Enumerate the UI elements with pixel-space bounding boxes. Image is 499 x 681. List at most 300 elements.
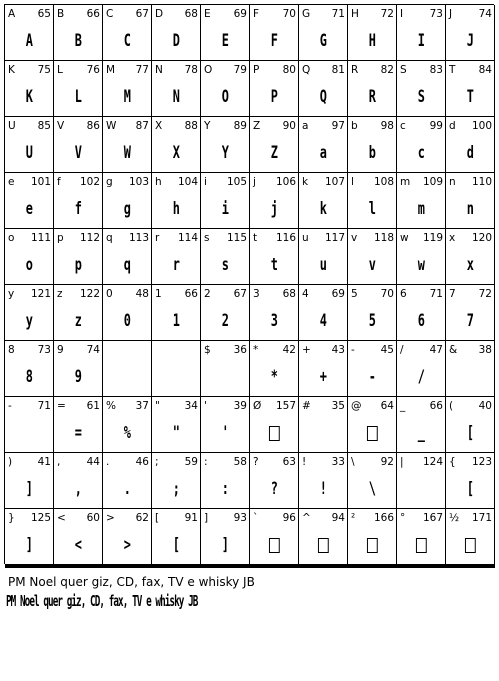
glyph-cell bbox=[348, 61, 397, 117]
glyph-sample: Z bbox=[270, 143, 278, 163]
glyph-code: 72 bbox=[478, 288, 492, 300]
glyph-sample: \ bbox=[368, 479, 376, 499]
glyph-char: % bbox=[106, 400, 116, 412]
glyph-label bbox=[8, 344, 51, 357]
glyph-sample bbox=[404, 533, 438, 557]
glyph-cell bbox=[152, 341, 201, 397]
glyph-cell bbox=[299, 285, 348, 341]
glyph-cell bbox=[348, 285, 397, 341]
glyph-code: 104 bbox=[177, 176, 198, 188]
glyph-label bbox=[253, 120, 296, 133]
glyph-sample bbox=[404, 477, 438, 501]
glyph-cell bbox=[5, 5, 54, 61]
glyph-label bbox=[57, 8, 100, 21]
glyph-sample: 8 bbox=[25, 367, 33, 387]
glyph-cell bbox=[250, 5, 299, 61]
glyph-cell bbox=[54, 61, 103, 117]
glyph-code: 121 bbox=[30, 288, 51, 300]
glyph-char: l bbox=[351, 176, 354, 188]
glyph-cell bbox=[152, 453, 201, 509]
glyph-label bbox=[8, 400, 51, 413]
glyph-label bbox=[57, 400, 100, 413]
glyph-label bbox=[204, 344, 247, 357]
glyph-sample: U bbox=[25, 143, 33, 163]
glyph-cell bbox=[299, 453, 348, 509]
glyph-code: 39 bbox=[233, 400, 247, 412]
glyph-cell bbox=[299, 341, 348, 397]
glyph-char: ^ bbox=[302, 512, 311, 524]
glyph-label bbox=[155, 232, 198, 245]
glyph-cell bbox=[201, 229, 250, 285]
glyph-sample bbox=[257, 533, 291, 557]
glyph-sample: b bbox=[368, 143, 376, 163]
glyph-cell bbox=[5, 509, 54, 565]
glyph-code: 66 bbox=[184, 288, 198, 300]
glyph-sample bbox=[159, 365, 193, 389]
glyph-sample: 7 bbox=[466, 311, 474, 331]
glyph-char: : bbox=[204, 456, 208, 468]
glyph-sample: / bbox=[417, 367, 425, 387]
glyph-label bbox=[351, 64, 394, 77]
glyph-sample: ] bbox=[25, 535, 33, 555]
glyph-code: 72 bbox=[380, 8, 394, 20]
glyph-char: ` bbox=[253, 512, 259, 524]
glyph-sample: * bbox=[270, 367, 278, 387]
glyph-sample: ! bbox=[319, 479, 327, 499]
glyph-char: e bbox=[8, 176, 15, 188]
glyph-label bbox=[106, 176, 149, 189]
glyph-label bbox=[57, 344, 100, 357]
glyph-char: X bbox=[155, 120, 163, 132]
glyph-char: a bbox=[302, 120, 309, 132]
glyph-label bbox=[302, 120, 345, 133]
glyph-cell bbox=[103, 61, 152, 117]
glyph-code: 78 bbox=[184, 64, 198, 76]
glyph-char: & bbox=[449, 344, 458, 356]
glyph-sample: e bbox=[25, 199, 33, 219]
glyph-label bbox=[57, 176, 100, 189]
glyph-code: 93 bbox=[233, 512, 247, 524]
glyph-char: . bbox=[106, 456, 110, 468]
glyph-label bbox=[449, 344, 492, 357]
glyph-sample: g bbox=[123, 199, 131, 219]
glyph-cell bbox=[446, 341, 495, 397]
glyph-code: 45 bbox=[380, 344, 394, 356]
glyph-label bbox=[351, 288, 394, 301]
glyph-char: H bbox=[351, 8, 359, 20]
glyph-cell bbox=[348, 453, 397, 509]
glyph-sample bbox=[208, 365, 242, 389]
glyph-char: i bbox=[204, 176, 207, 188]
glyph-code: 58 bbox=[233, 456, 247, 468]
glyph-label bbox=[8, 456, 51, 469]
glyph-label bbox=[204, 512, 247, 525]
glyph-char: j bbox=[253, 176, 256, 188]
glyph-code: 123 bbox=[471, 456, 492, 468]
glyph-label bbox=[302, 344, 345, 357]
glyph-cell bbox=[103, 509, 152, 565]
glyph-char: < bbox=[57, 512, 66, 524]
glyph-cell bbox=[250, 567, 299, 568]
glyph-code: 61 bbox=[86, 400, 100, 412]
glyph-char: , bbox=[57, 456, 61, 468]
glyph-sample bbox=[453, 365, 487, 389]
glyph-sample: D bbox=[172, 31, 180, 51]
glyph-cell bbox=[152, 567, 201, 568]
glyph-char: ? bbox=[253, 456, 259, 468]
glyph-label bbox=[400, 512, 443, 525]
glyph-char: \ bbox=[351, 456, 355, 468]
glyph-code: 89 bbox=[233, 120, 247, 132]
glyph-code: 88 bbox=[184, 120, 198, 132]
glyph-char: > bbox=[106, 512, 115, 524]
glyph-cell bbox=[152, 117, 201, 173]
glyph-cell bbox=[5, 229, 54, 285]
glyph-char: [ bbox=[155, 512, 160, 524]
glyph-char: - bbox=[8, 400, 12, 412]
glyph-char: # bbox=[302, 400, 311, 412]
glyph-char: ; bbox=[155, 456, 159, 468]
glyph-label bbox=[57, 288, 100, 301]
glyph-code: 106 bbox=[275, 176, 296, 188]
glyph-cell bbox=[103, 229, 152, 285]
glyph-sample: > bbox=[123, 535, 131, 555]
glyph-cell bbox=[397, 173, 446, 229]
glyph-sample: B bbox=[74, 31, 82, 51]
glyph-sample bbox=[355, 421, 389, 445]
glyph-char: ( bbox=[449, 400, 454, 412]
glyph-cell bbox=[54, 229, 103, 285]
glyph-code: 74 bbox=[478, 8, 492, 20]
glyph-char: U bbox=[8, 120, 16, 132]
glyph-char: F bbox=[253, 8, 260, 20]
glyph-sample bbox=[12, 421, 46, 445]
glyph-cell bbox=[54, 509, 103, 565]
glyph-label bbox=[302, 64, 345, 77]
glyph-label bbox=[253, 344, 296, 357]
glyph-char: 7 bbox=[449, 288, 456, 300]
glyph-code: 117 bbox=[324, 232, 345, 244]
glyph-cell bbox=[5, 61, 54, 117]
glyph-sample: + bbox=[319, 367, 327, 387]
glyph-sample: P bbox=[270, 87, 278, 107]
glyph-label bbox=[400, 456, 443, 469]
glyph-label bbox=[253, 456, 296, 469]
glyph-code: 118 bbox=[373, 232, 394, 244]
glyph-label bbox=[351, 176, 394, 189]
glyph-label bbox=[8, 512, 51, 525]
glyph-code: 94 bbox=[331, 512, 345, 524]
glyph-label bbox=[400, 64, 443, 77]
missing-glyph-box bbox=[416, 538, 427, 553]
glyph-sample: z bbox=[74, 311, 82, 331]
glyph-label bbox=[253, 288, 296, 301]
glyph-cell bbox=[250, 285, 299, 341]
glyph-cell bbox=[250, 173, 299, 229]
glyph-cell bbox=[103, 453, 152, 509]
glyph-char: ) bbox=[8, 456, 13, 468]
glyph-cell bbox=[152, 397, 201, 453]
glyph-cell bbox=[103, 5, 152, 61]
glyph-cell bbox=[103, 173, 152, 229]
glyph-code: 101 bbox=[30, 176, 51, 188]
glyph-sample: : bbox=[221, 479, 229, 499]
glyph-sample: 1 bbox=[172, 311, 180, 331]
glyph-code: 107 bbox=[324, 176, 345, 188]
glyph-sample: w bbox=[417, 255, 425, 275]
glyph-label bbox=[400, 400, 443, 413]
glyph-cell bbox=[152, 173, 201, 229]
glyph-char: V bbox=[57, 120, 65, 132]
glyph-char: | bbox=[400, 456, 404, 468]
glyph-label bbox=[302, 400, 345, 413]
glyph-char: f bbox=[57, 176, 61, 188]
glyph-cell bbox=[446, 397, 495, 453]
glyph-sample: < bbox=[74, 535, 82, 555]
glyph-label bbox=[204, 120, 247, 133]
glyph-char: 3 bbox=[253, 288, 260, 300]
glyph-cell bbox=[446, 5, 495, 61]
glyph-code: 90 bbox=[282, 120, 296, 132]
glyph-sample: " bbox=[172, 423, 180, 443]
glyph-char: x bbox=[449, 232, 456, 244]
glyph-cell bbox=[5, 453, 54, 509]
glyph-char: u bbox=[302, 232, 309, 244]
glyph-label bbox=[8, 120, 51, 133]
glyph-code: 91 bbox=[184, 512, 198, 524]
glyph-sample: , bbox=[74, 479, 82, 499]
glyph-sample: ? bbox=[270, 479, 278, 499]
glyph-code: 47 bbox=[429, 344, 443, 356]
glyph-label bbox=[155, 344, 198, 357]
glyph-sample bbox=[306, 421, 340, 445]
glyph-char: 6 bbox=[400, 288, 407, 300]
glyph-sample: N bbox=[172, 87, 180, 107]
glyph-cell bbox=[397, 117, 446, 173]
glyph-cell bbox=[348, 117, 397, 173]
glyph-code: 75 bbox=[37, 64, 51, 76]
glyph-cell bbox=[152, 285, 201, 341]
glyph-char: Y bbox=[204, 120, 211, 132]
glyph-char: $ bbox=[204, 344, 211, 356]
glyph-sample: % bbox=[123, 423, 131, 443]
glyph-label bbox=[449, 176, 492, 189]
glyph-label bbox=[155, 400, 198, 413]
glyph-sample: q bbox=[123, 255, 131, 275]
glyph-cell bbox=[397, 285, 446, 341]
glyph-cell bbox=[152, 509, 201, 565]
glyph-label bbox=[8, 176, 51, 189]
glyph-sample: i bbox=[221, 199, 229, 219]
glyph-cell bbox=[54, 567, 103, 568]
glyph-code: 116 bbox=[275, 232, 296, 244]
glyph-label bbox=[155, 8, 198, 21]
glyph-cell bbox=[348, 229, 397, 285]
glyph-cell bbox=[201, 61, 250, 117]
glyph-sample: 5 bbox=[368, 311, 376, 331]
glyph-sample: _ bbox=[417, 423, 425, 443]
glyph-sample: 2 bbox=[221, 311, 229, 331]
glyph-code: 42 bbox=[282, 344, 296, 356]
glyph-cell bbox=[397, 229, 446, 285]
glyph-code: 167 bbox=[422, 512, 443, 524]
glyph-label bbox=[253, 232, 296, 245]
glyph-cell bbox=[446, 285, 495, 341]
glyph-sample: ' bbox=[221, 423, 229, 443]
glyph-label bbox=[351, 8, 394, 21]
glyph-sample: y bbox=[25, 311, 33, 331]
glyph-cell bbox=[299, 397, 348, 453]
glyph-cell bbox=[299, 567, 348, 568]
glyph-label bbox=[57, 456, 100, 469]
glyph-sample: = bbox=[74, 423, 82, 443]
glyph-sample: d bbox=[466, 143, 474, 163]
glyph-cell bbox=[299, 509, 348, 565]
glyph-label bbox=[204, 8, 247, 21]
glyph-char: 4 bbox=[302, 288, 309, 300]
glyph-code: 115 bbox=[226, 232, 247, 244]
sample-glyphs: PM Noel quer giz, CD, fax, TV e whisky JB bbox=[6, 592, 198, 610]
glyph-code: 96 bbox=[282, 512, 296, 524]
glyph-cell bbox=[201, 397, 250, 453]
glyph-label bbox=[106, 232, 149, 245]
glyph-char: + bbox=[302, 344, 311, 356]
glyph-label bbox=[253, 400, 296, 413]
glyph-char: y bbox=[8, 288, 15, 300]
glyph-cell bbox=[103, 285, 152, 341]
glyph-label bbox=[106, 120, 149, 133]
glyph-code: 63 bbox=[282, 456, 296, 468]
glyph-label bbox=[106, 400, 149, 413]
glyph-char: ° bbox=[400, 512, 406, 524]
glyph-char: 2 bbox=[204, 288, 211, 300]
glyph-cell bbox=[299, 117, 348, 173]
glyph-char: t bbox=[253, 232, 258, 244]
glyph-label bbox=[106, 344, 149, 357]
glyph-sample: [ bbox=[466, 479, 474, 499]
glyph-sample: ] bbox=[25, 479, 33, 499]
glyph-char: L bbox=[57, 64, 63, 76]
glyph-cell bbox=[397, 397, 446, 453]
glyph-code: 66 bbox=[429, 400, 443, 412]
glyph-code: 79 bbox=[233, 64, 247, 76]
glyph-cell bbox=[5, 397, 54, 453]
glyph-code: 80 bbox=[282, 64, 296, 76]
glyph-char: = bbox=[57, 400, 66, 412]
glyph-code: 68 bbox=[282, 288, 296, 300]
glyph-sample: x bbox=[466, 255, 474, 275]
glyph-char: k bbox=[302, 176, 309, 188]
glyph-code: 83 bbox=[429, 64, 443, 76]
glyph-cell bbox=[54, 397, 103, 453]
glyph-cell bbox=[397, 341, 446, 397]
glyph-char: / bbox=[400, 344, 404, 356]
glyph-sample bbox=[306, 533, 340, 557]
glyph-char: Z bbox=[253, 120, 261, 132]
glyph-char: W bbox=[106, 120, 117, 132]
glyph-code: 81 bbox=[331, 64, 345, 76]
glyph-code: 67 bbox=[135, 8, 149, 20]
glyph-cell bbox=[397, 5, 446, 61]
glyph-cell bbox=[201, 341, 250, 397]
glyph-char: - bbox=[351, 344, 355, 356]
glyph-label bbox=[449, 232, 492, 245]
glyph-sample: u bbox=[319, 255, 327, 275]
glyph-sample: o bbox=[25, 255, 33, 275]
glyph-sample: T bbox=[466, 87, 474, 107]
glyph-cell bbox=[201, 117, 250, 173]
glyph-sample: p bbox=[74, 255, 82, 275]
glyph-char: z bbox=[57, 288, 63, 300]
glyph-label bbox=[155, 288, 198, 301]
glyph-char: q bbox=[106, 232, 113, 244]
glyph-cell bbox=[5, 285, 54, 341]
glyph-label bbox=[302, 512, 345, 525]
glyph-label bbox=[302, 176, 345, 189]
glyph-label bbox=[8, 232, 51, 245]
glyph-sample: M bbox=[123, 87, 131, 107]
glyph-char: S bbox=[400, 64, 407, 76]
glyph-cell bbox=[397, 453, 446, 509]
glyph-label bbox=[8, 64, 51, 77]
glyph-label bbox=[400, 176, 443, 189]
glyph-label bbox=[253, 176, 296, 189]
glyph-char: ' bbox=[204, 400, 207, 412]
glyph-code: 108 bbox=[373, 176, 394, 188]
glyph-code: 64 bbox=[380, 400, 394, 412]
glyph-sample: 9 bbox=[74, 367, 82, 387]
glyph-cell bbox=[299, 61, 348, 117]
glyph-code: 60 bbox=[86, 512, 100, 524]
glyph-cell bbox=[103, 341, 152, 397]
glyph-code: 100 bbox=[471, 120, 492, 132]
glyph-sample: [ bbox=[172, 535, 180, 555]
glyph-label bbox=[449, 120, 492, 133]
glyph-cell bbox=[152, 5, 201, 61]
glyph-sample: h bbox=[172, 199, 180, 219]
glyph-char: ½ bbox=[449, 512, 460, 524]
glyph-code: 92 bbox=[380, 456, 394, 468]
glyph-cell bbox=[5, 173, 54, 229]
glyph-sample: G bbox=[319, 31, 327, 51]
glyph-label bbox=[155, 176, 198, 189]
glyph-code: 99 bbox=[429, 120, 443, 132]
glyph-cell bbox=[446, 117, 495, 173]
glyph-code: 82 bbox=[380, 64, 394, 76]
glyph-label bbox=[302, 288, 345, 301]
glyph-cell bbox=[201, 5, 250, 61]
glyph-cell bbox=[201, 509, 250, 565]
glyph-cell bbox=[5, 117, 54, 173]
glyph-code: 76 bbox=[86, 64, 100, 76]
glyph-label bbox=[400, 120, 443, 133]
glyph-label bbox=[449, 456, 492, 469]
glyph-label bbox=[302, 456, 345, 469]
glyph-char: w bbox=[400, 232, 409, 244]
glyph-sample: l bbox=[368, 199, 376, 219]
glyph-cell bbox=[348, 567, 397, 568]
glyph-code: 41 bbox=[37, 456, 51, 468]
missing-glyph-box bbox=[318, 538, 329, 553]
sample-text: PM Noel quer giz, CD, fax, TV e whisky JB bbox=[8, 575, 255, 589]
glyph-code: 111 bbox=[30, 232, 51, 244]
glyph-cell bbox=[397, 567, 446, 568]
glyph-sample: L bbox=[74, 87, 82, 107]
glyph-char: E bbox=[204, 8, 211, 20]
glyph-code: 40 bbox=[478, 400, 492, 412]
glyph-char: d bbox=[449, 120, 456, 132]
glyph-label bbox=[351, 512, 394, 525]
